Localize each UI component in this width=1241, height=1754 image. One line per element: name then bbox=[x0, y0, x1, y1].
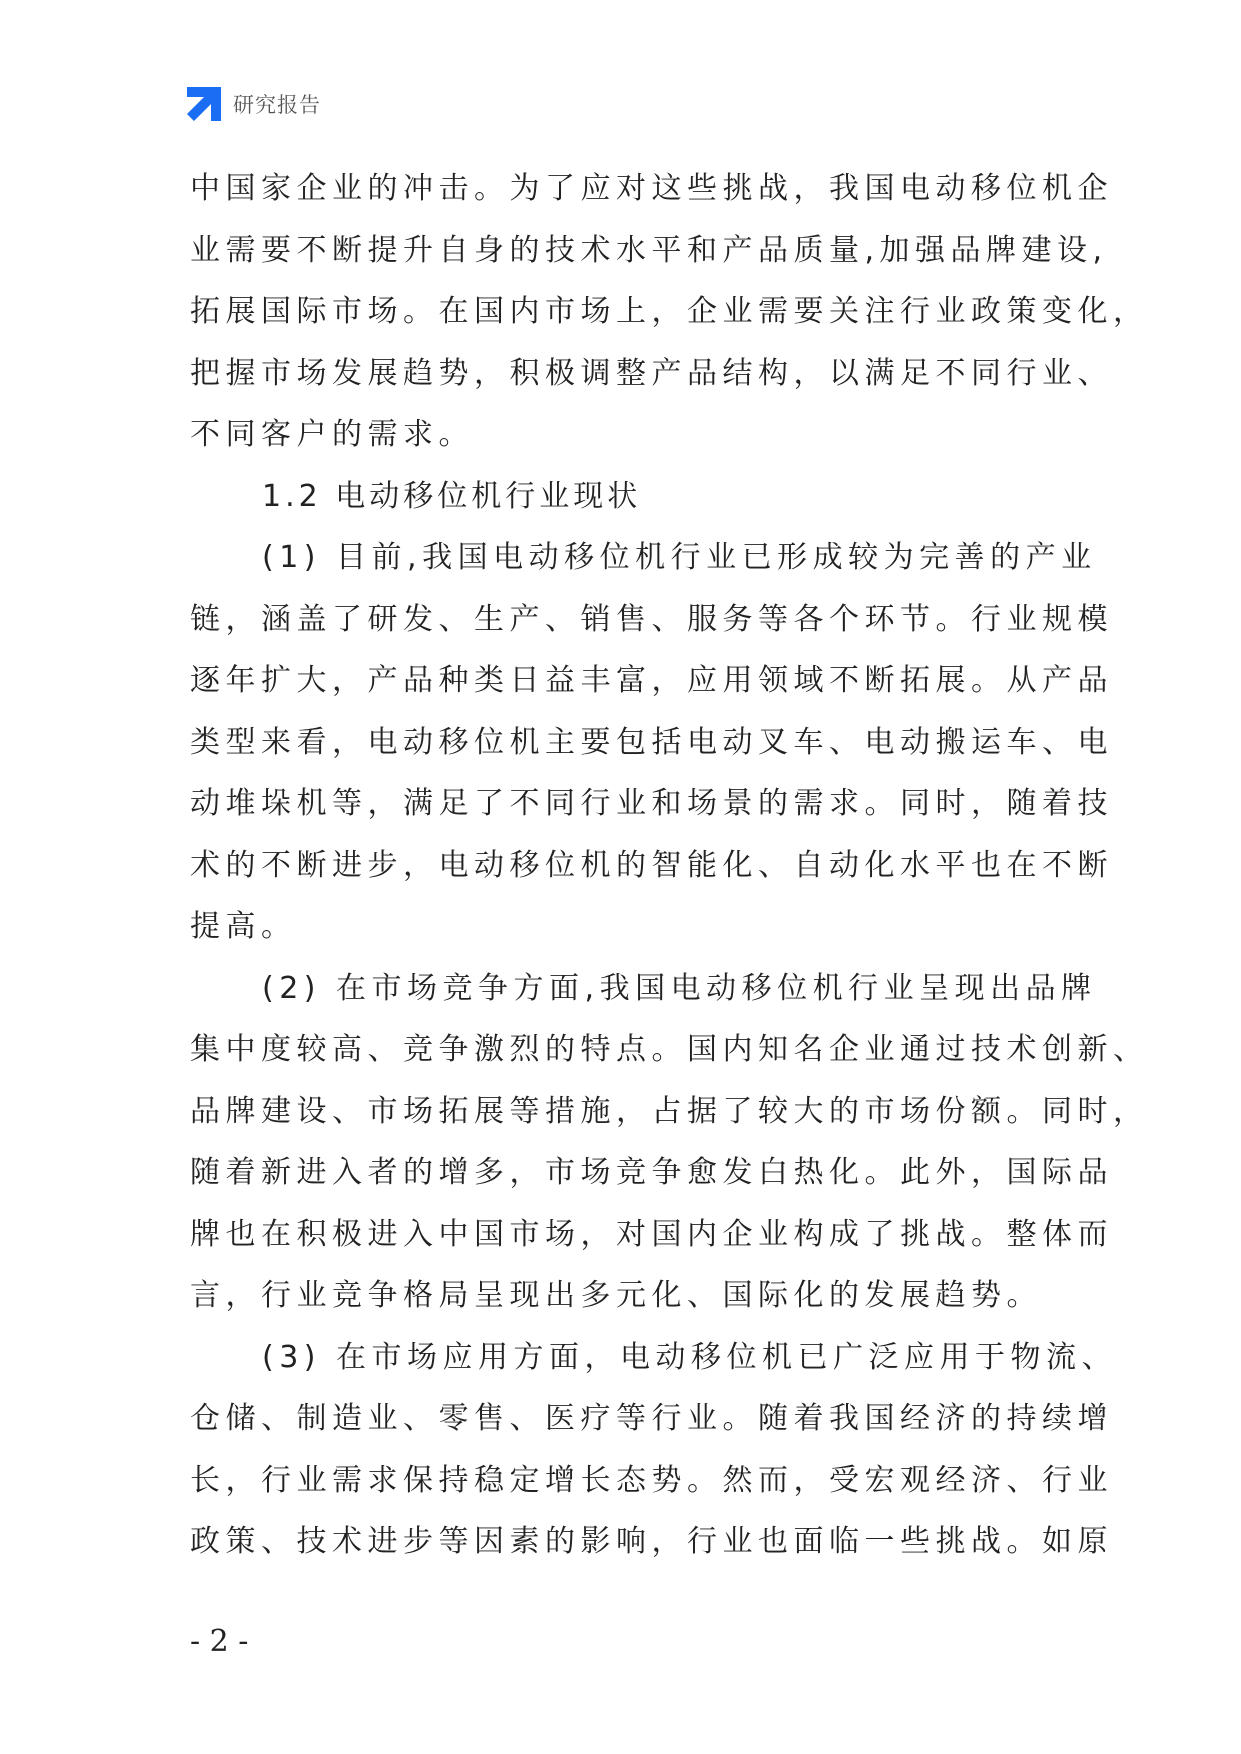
text-line: 言，行业竞争格局呈现出多元化、国际化的发展趋势。 bbox=[190, 1278, 1042, 1313]
text-line: 品牌建设、市场拓展等措施，占据了较大的市场份额。同时， bbox=[190, 1093, 1149, 1129]
arrow-up-right-icon bbox=[187, 87, 221, 121]
text-line: 业需要不断提升自身的技术水平和产品质量,加强品牌建设, bbox=[190, 232, 1108, 268]
text-line: (1) 目前,我国电动移位机行业已形成较为完善的产业 bbox=[262, 540, 1097, 575]
paragraph-2 bbox=[190, 958, 1149, 1327]
text-line: 提高。 bbox=[190, 909, 297, 944]
text-line: (2) 在市场竞争方面,我国电动移位机行业呈现出品牌 bbox=[262, 970, 1097, 1006]
text-line: 政策、技术进步等因素的影响，行业也面临一些挑战。如原 bbox=[190, 1524, 1113, 1559]
text-line: 把握市场发展趋势，积极调整产品结构，以满足不同行业、 bbox=[190, 355, 1113, 391]
page-number: - 2 - bbox=[190, 1624, 249, 1659]
document-body bbox=[190, 158, 1149, 1573]
text-line: 仓储、制造业、零售、医疗等行业。随着我国经济的持续增 bbox=[190, 1401, 1113, 1436]
text-line: 术的不断进步，电动移位机的智能化、自动化水平也在不断 bbox=[190, 847, 1113, 883]
page-header bbox=[187, 86, 321, 122]
text-line: 中国家企业的冲击。为了应对这些挑战，我国电动移位机企 bbox=[190, 171, 1113, 206]
header-title: 研究报告 bbox=[233, 93, 321, 117]
text-line: 动堆垛机等，满足了不同行业和场景的需求。同时，随着技 bbox=[190, 786, 1113, 821]
text-line: 牌也在积极进入中国市场，对国内企业构成了挑战。整体而 bbox=[190, 1216, 1113, 1252]
text-line: 链，涵盖了研发、生产、销售、服务等各个环节。行业规模 bbox=[190, 601, 1113, 637]
paragraph-1 bbox=[190, 527, 1113, 958]
text-line: 长，行业需求保持稳定增长态势。然而，受宏观经济、行业 bbox=[190, 1462, 1113, 1498]
text-line: 集中度较高、竞争激烈的特点。国内知名企业通过技术创新、 bbox=[190, 1032, 1149, 1067]
text-line: 随着新进入者的增多，市场竞争愈发白热化。此外，国际品 bbox=[190, 1155, 1113, 1190]
section-heading: 1.2 电动移位机行业现状 bbox=[262, 478, 642, 514]
paragraph-intro bbox=[190, 158, 1149, 466]
text-line: 类型来看，电动移位机主要包括电动叉车、电动搬运车、电 bbox=[190, 724, 1113, 760]
paragraph-3 bbox=[190, 1327, 1118, 1573]
text-line: (3) 在市场应用方面，电动移位机已广泛应用于物流、 bbox=[262, 1339, 1118, 1375]
text-line: 逐年扩大，产品种类日益丰富，应用领域不断拓展。从产品 bbox=[190, 663, 1113, 698]
text-line: 拓展国际市场。在国内市场上，企业需要关注行业政策变化， bbox=[190, 294, 1149, 329]
text-line: 不同客户的需求。 bbox=[190, 417, 474, 452]
